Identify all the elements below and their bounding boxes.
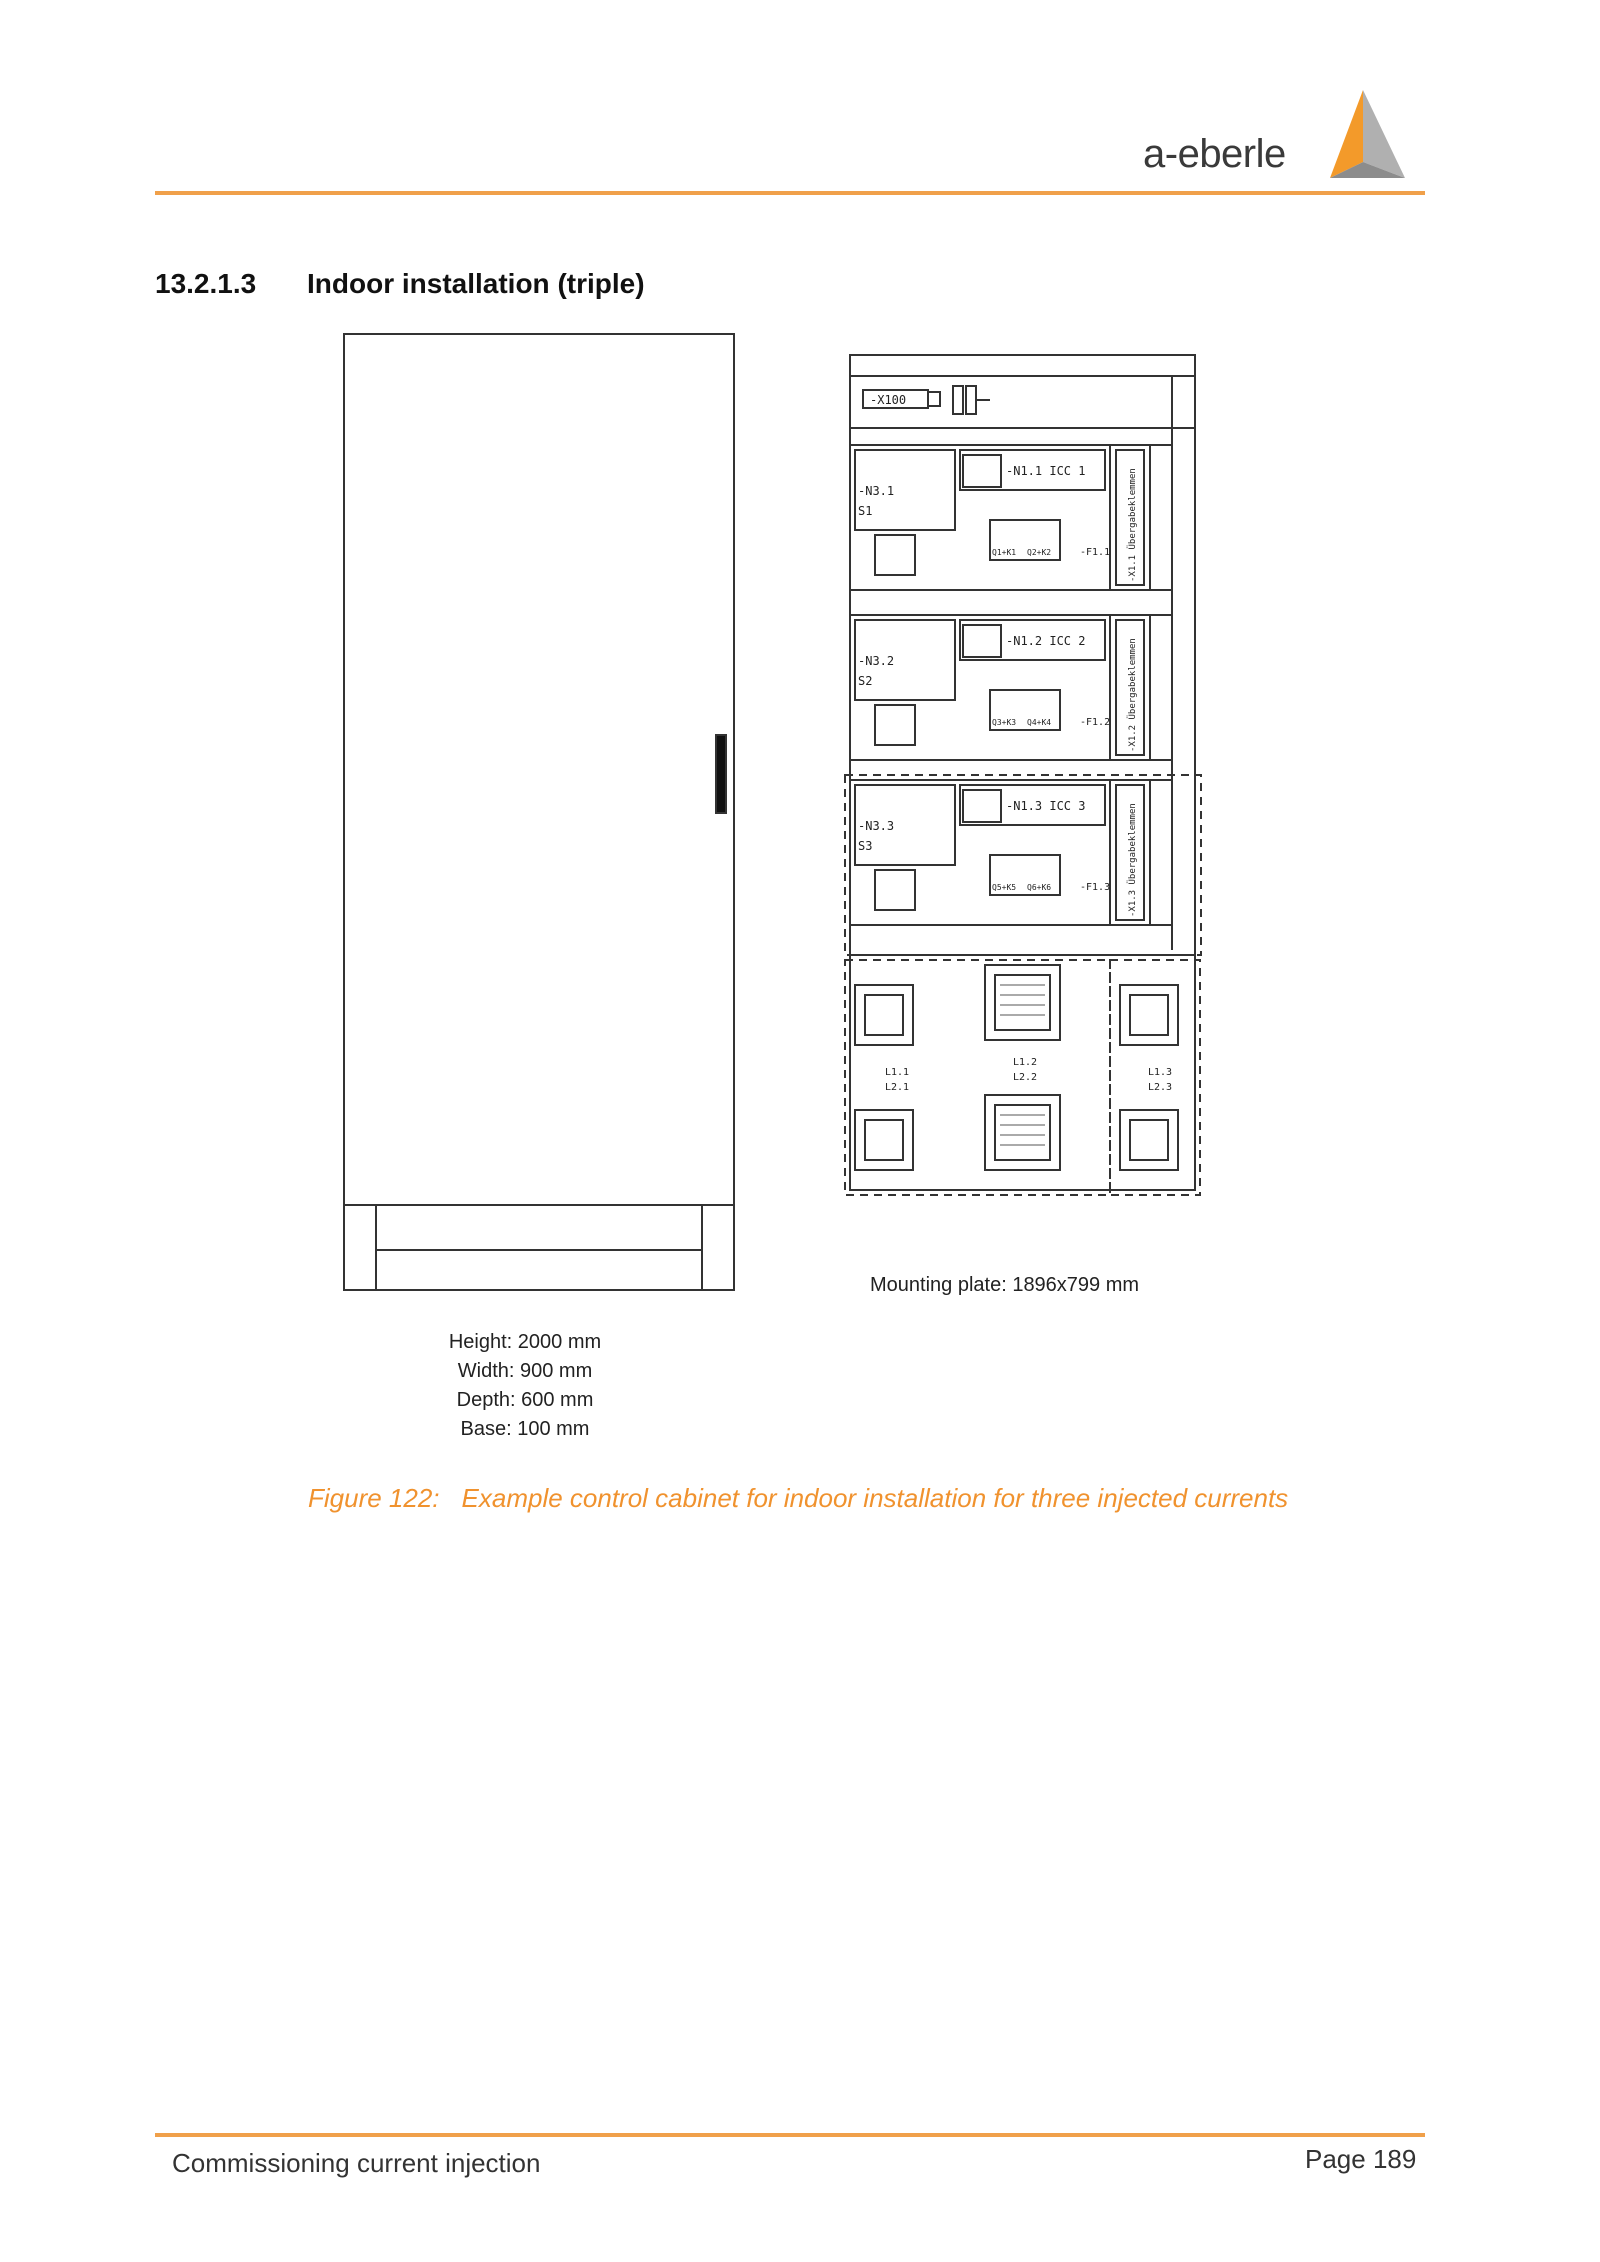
dimension-depth: Depth: 600 mm — [456, 1389, 594, 1411]
section-heading — [155, 268, 645, 300]
coil-left-2: L2.1 — [885, 1082, 910, 1093]
module-3-unit: -N3.3 — [858, 819, 895, 833]
coil-center-1: L1.2 — [1013, 1057, 1038, 1068]
module-2-relay-2: Q4+K4 — [1027, 718, 1052, 727]
module-1-icc: -N1.1 ICC 1 — [1006, 464, 1086, 478]
logo-wordmark: a-eberle — [1143, 132, 1286, 176]
page-number: Page 189 — [1305, 2144, 1417, 2174]
footer-section-title: Commissioning current injection — [172, 2148, 541, 2178]
figure-caption — [308, 1483, 1288, 1514]
module-3-fuse: -F1.3 — [1080, 882, 1111, 893]
section-number: 13.2.1.3 — [155, 268, 257, 299]
cabinet-drawing — [330, 320, 1230, 1320]
header-rule — [155, 191, 1425, 195]
dimension-height: Height: 2000 mm — [448, 1331, 602, 1353]
coil-right-2: L2.3 — [1148, 1082, 1173, 1093]
module-1-fuse: -F1.1 — [1080, 547, 1111, 558]
module-2-slot: S2 — [858, 674, 873, 688]
module-1-relay-2: Q2+K2 — [1027, 548, 1052, 557]
module-3-terminal: -X1.3 Übergabeklemmen — [1128, 803, 1138, 917]
module-1-unit: -N3.1 — [858, 484, 895, 498]
coil-center-2: L2.2 — [1013, 1072, 1038, 1083]
cabinet-dimensions — [385, 1328, 665, 1444]
figure-label: Figure 122: — [308, 1483, 440, 1513]
cabinet-base-plinth — [376, 1205, 702, 1250]
module-3-icc: -N1.3 ICC 3 — [1006, 799, 1086, 813]
module-2-icc: -N1.2 ICC 2 — [1006, 634, 1086, 648]
module-1-slot: S1 — [858, 504, 873, 518]
footer-rule — [155, 2133, 1425, 2137]
section-title: Indoor installation (triple) — [307, 268, 645, 299]
cabinet-base-frame — [344, 1205, 734, 1290]
dimension-width: Width: 900 mm — [457, 1360, 593, 1382]
module-3-relay-2: Q6+K6 — [1027, 883, 1052, 892]
mounting-plate-label: Mounting plate: 1896x799 mm — [870, 1274, 1140, 1296]
module-1-relay-1: Q1+K1 — [992, 548, 1017, 557]
figure-caption-text: Example control cabinet for indoor installation for three injected currents — [461, 1483, 1289, 1513]
coil-left-1: L1.1 — [885, 1067, 910, 1078]
module-2-terminal: -X1.2 Übergabeklemmen — [1128, 638, 1138, 752]
module-2-fuse: -F1.2 — [1080, 717, 1111, 728]
module-3-slot: S3 — [858, 839, 873, 853]
module-3-relay-1: Q5+K5 — [992, 883, 1017, 892]
coil-right-1: L1.3 — [1148, 1067, 1173, 1078]
x100-label: -X100 — [870, 393, 907, 407]
module-1-terminal: -X1.1 Übergabeklemmen — [1128, 468, 1138, 582]
dimension-base: Base: 100 mm — [460, 1418, 590, 1440]
module-2-relay-1: Q3+K3 — [992, 718, 1017, 727]
door-handle — [716, 735, 726, 813]
module-2-unit: -N3.2 — [858, 654, 895, 668]
cabinet-door — [344, 334, 734, 1290]
